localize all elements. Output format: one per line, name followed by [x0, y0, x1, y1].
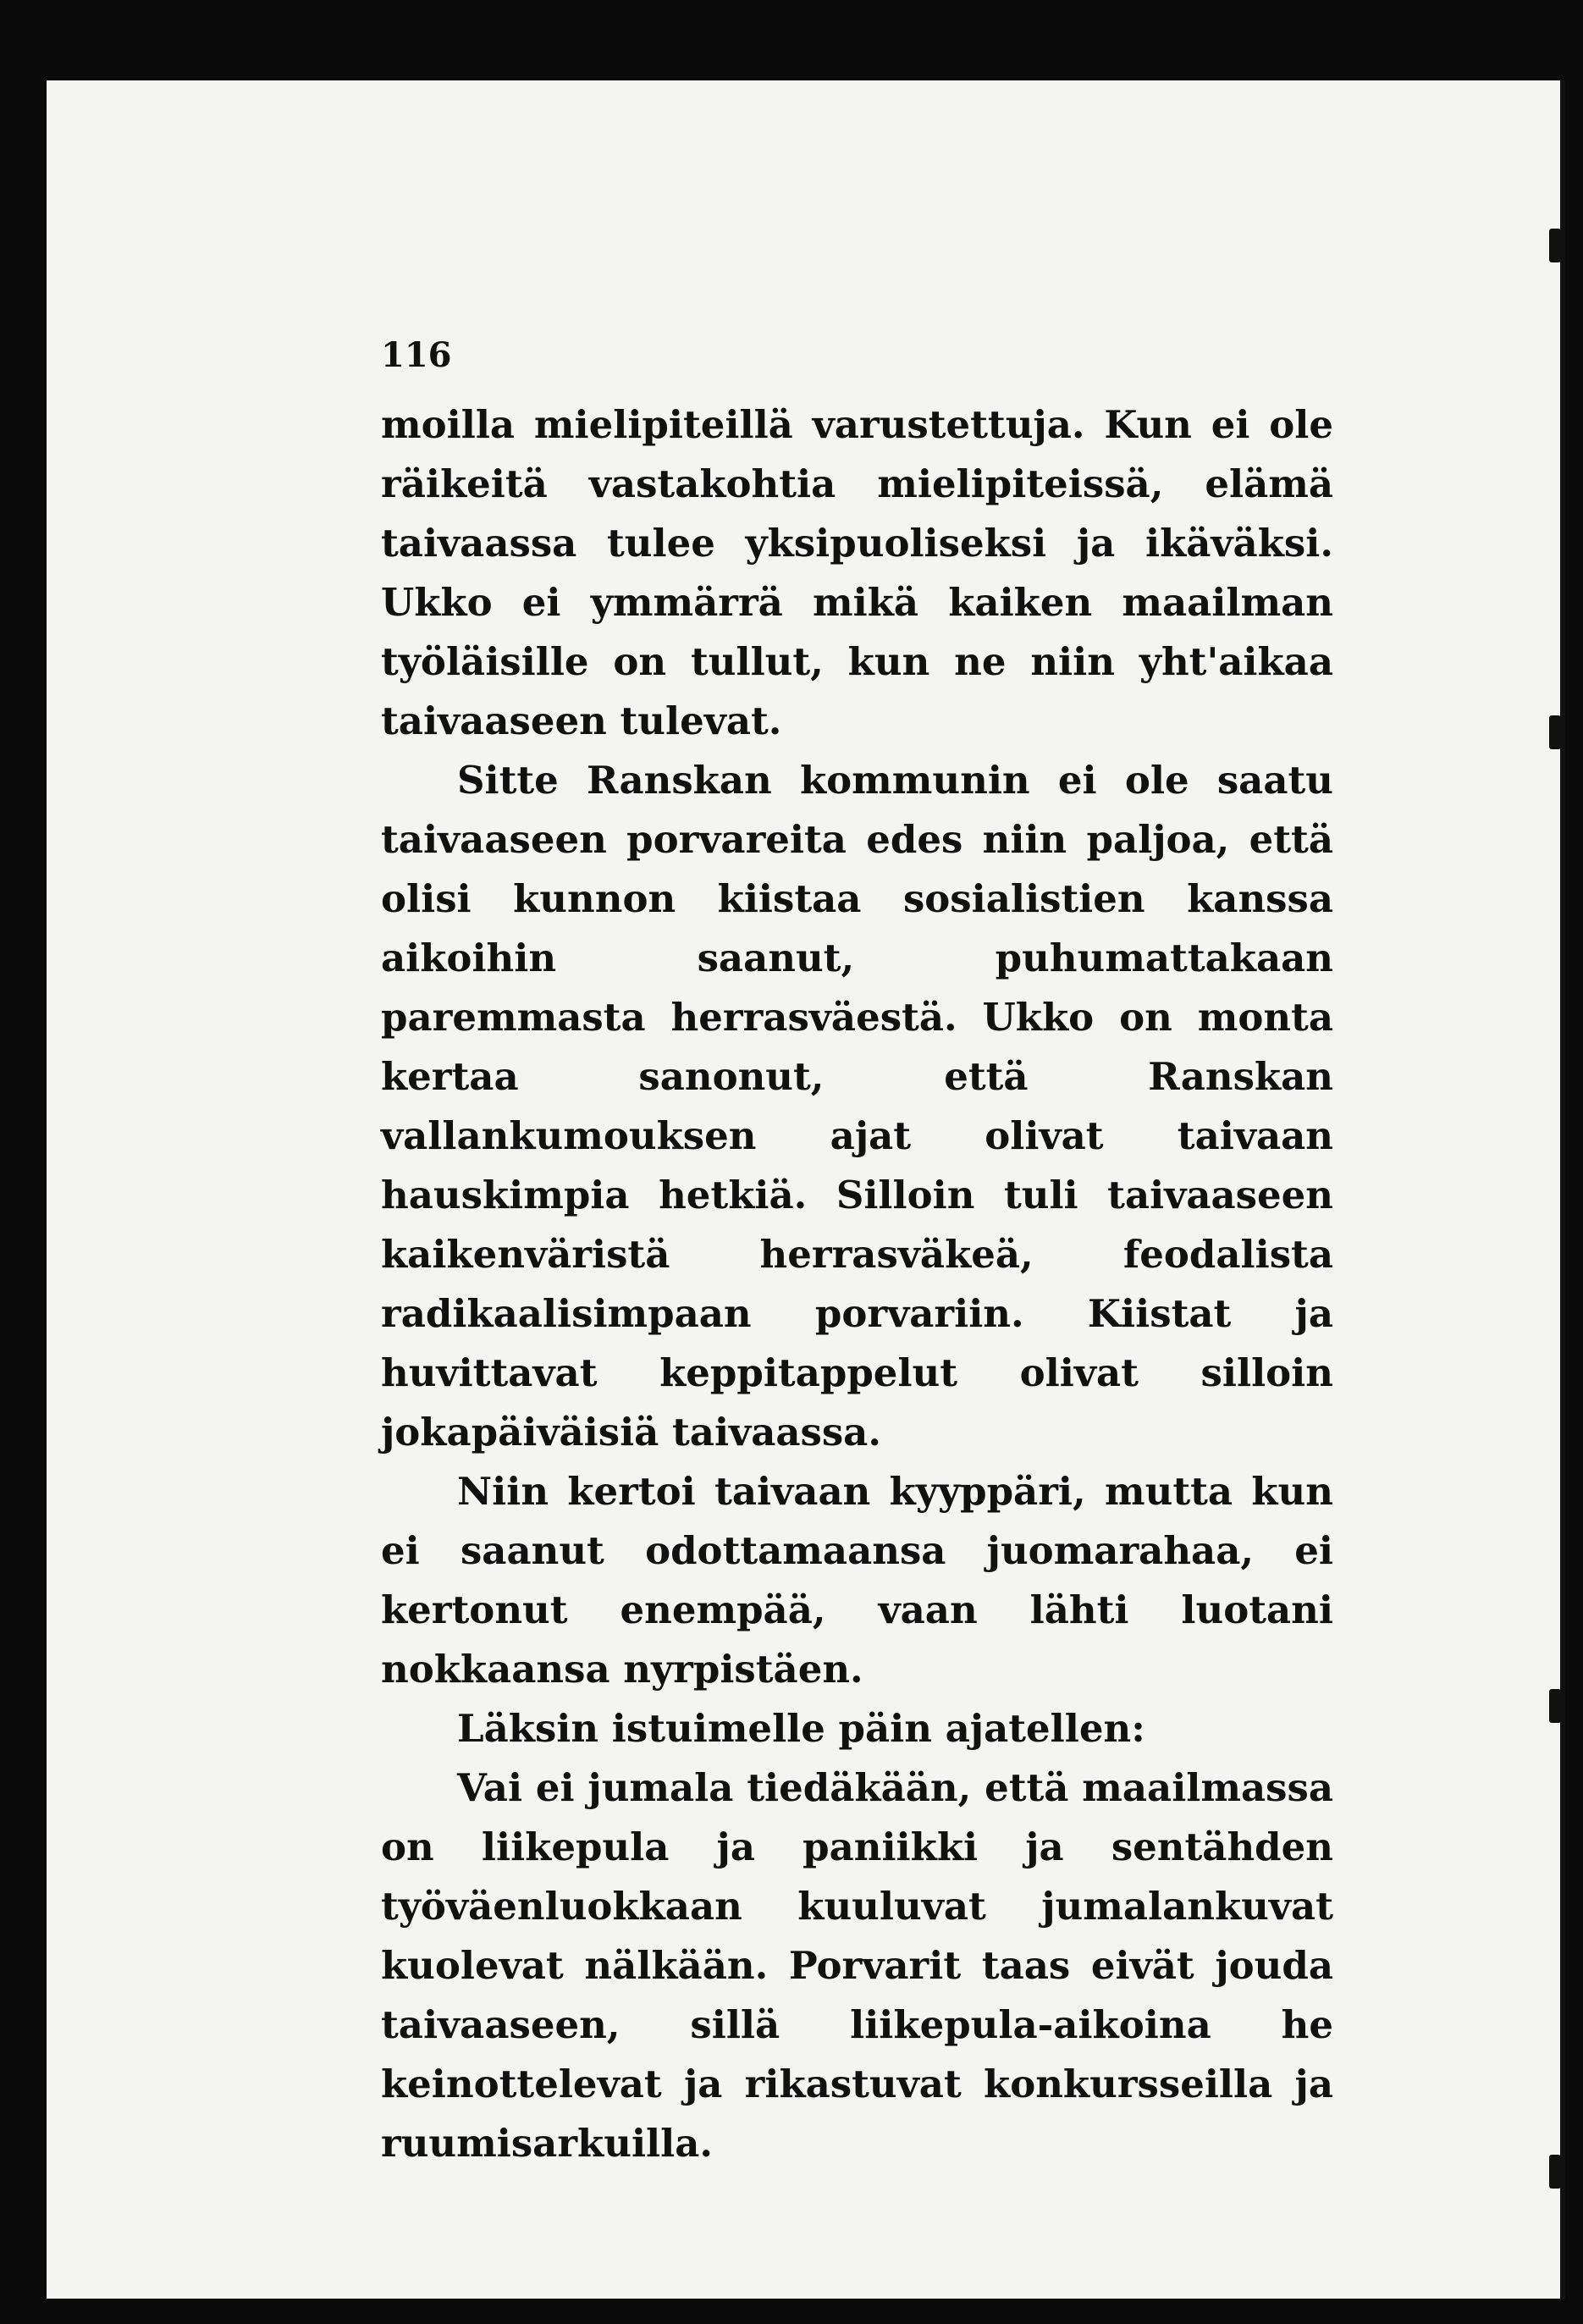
edge-mark — [1549, 2155, 1561, 2189]
paragraph: Niin kertoi taivaan kyyppäri, mutta kun ei saanut odottamaansa juomarahaa, ei kertonut enempää, vaan lähti luotani nokkaansa nyrpistäen. — [381, 1469, 1333, 1692]
paragraph: Läksin istuimelle päin ajatellen: — [457, 1706, 1145, 1751]
paragraph: moilla mielipiteillä varustettuja. Kun ei ole räikeitä vastakohtia mielipiteissä, elämä taivaassa tulee yksipuoliseksi ja ikäväksi. Ukko ei ymmärrä mikä kaiken maailman työläisille on tullut, kun ne niin yht'aikaa taivaaseen tulevat. — [381, 402, 1333, 743]
edge-mark — [1549, 1689, 1561, 1723]
page-edge — [1560, 80, 1565, 2299]
page-number: 116 — [381, 335, 452, 375]
edge-mark — [1549, 715, 1561, 749]
paragraph: Vai ei jumala tiedäkään, että maailmassa on liikepula ja paniikki ja sentähden työväenluokkaan kuuluvat jumalankuvat kuolevat nälkään. Porvarit taas eivät jouda taivaaseen, sillä liikepula-aikoina he keinottelevat ja rikastuvat konkursseilla ja ruumisarkuilla. — [381, 1765, 1333, 2166]
body-text — [381, 326, 1333, 2173]
paragraph: Sitte Ranskan kommunin ei ole saatu taivaaseen porvareita edes niin paljoa, että olisi kunnon kiistaa sosialistien kanssa aikoihin saanut, puhumattakaan paremmasta herrasväestä. Ukko on monta kertaa sanonut, että Ranskan vallankumouksen ajat olivat taivaan hauskimpia hetkiä. Silloin tuli taivaaseen kaikenväristä herrasväkeä, feodalista radikaalisimpaan porvariin. Kiistat ja huvittavat keppitappelut olivat silloin jokapäiväisiä taivaassa. — [381, 758, 1333, 1455]
edge-mark — [1549, 229, 1561, 262]
